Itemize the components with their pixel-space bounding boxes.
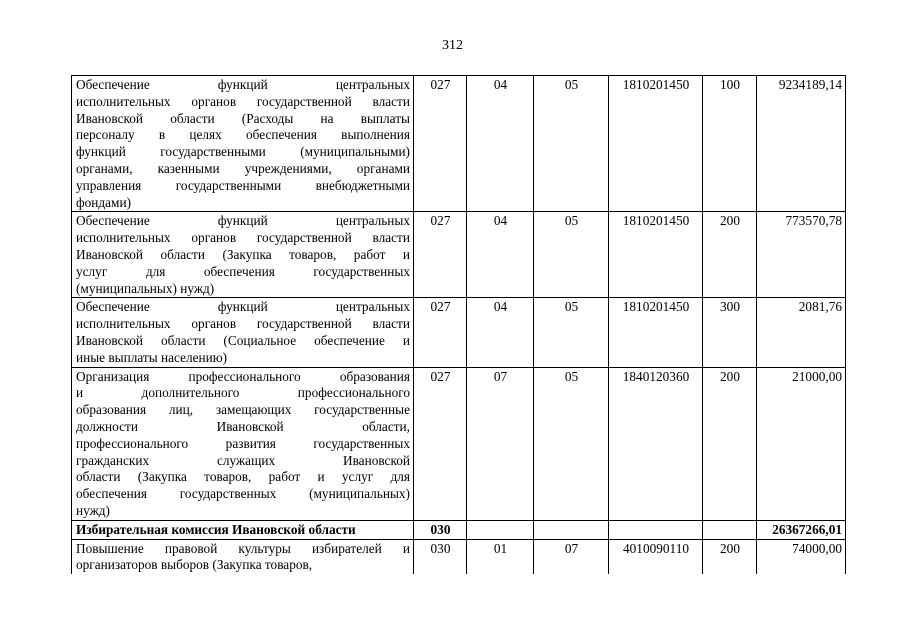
expense-name-line: Повышение правовой культуры избирателей и <box>76 540 410 556</box>
expense-name-line: и дополнительного профессионального <box>76 385 410 401</box>
expense-name-line: обеспечения государственных (муниципальных) <box>76 486 410 502</box>
table-row <box>72 212 846 298</box>
amount-cell: 26367266,01 <box>757 520 846 539</box>
amount-cell: 773570,78 <box>757 212 846 298</box>
subsection-code-cell: 05 <box>534 76 609 212</box>
amount-cell: 74000,00 <box>757 539 846 574</box>
subsection-code-cell: 05 <box>534 367 609 520</box>
expense-name-line: функций государственными (муниципальными) <box>76 144 410 160</box>
amount-cell: 9234189,14 <box>757 76 846 212</box>
expense-name-line: Организация профессионального образования <box>76 368 410 384</box>
expense-name-line: (муниципальных) нужд) <box>76 280 215 296</box>
subsection-code-cell: 07 <box>534 539 609 574</box>
table-row <box>72 76 846 212</box>
expense-name-line: Обеспечение функций центральных <box>76 77 410 92</box>
expense-name-cell <box>72 520 414 539</box>
expense-name-line: Ивановской области (Социальное обеспечение и <box>76 332 410 348</box>
expense-name-line: исполнительных органов государственной власти <box>76 93 410 109</box>
section-code-cell: 04 <box>467 298 534 367</box>
ministry-code-cell: 027 <box>414 298 467 367</box>
expense-name-line: управления государственными внебюджетными <box>76 177 410 193</box>
expense-type-cell: 200 <box>703 367 757 520</box>
expense-type-cell <box>703 520 757 539</box>
expense-name-line: Ивановской области (Расходы на выплаты <box>76 110 410 126</box>
expense-name-cell <box>72 212 414 298</box>
table-row <box>72 539 846 574</box>
expense-name-line: Обеспечение функций центральных <box>76 213 410 229</box>
expense-name-line: организаторов выборов (Закупка товаров, <box>76 557 313 573</box>
expense-type-cell: 200 <box>703 539 757 574</box>
expense-name-cell <box>72 76 414 212</box>
section-code-cell <box>467 520 534 539</box>
table-row <box>72 367 846 520</box>
table-row <box>72 520 846 539</box>
expense-type-cell: 100 <box>703 76 757 212</box>
expense-name-line: персоналу в целях обеспечения выполнения <box>76 127 410 143</box>
target-article-cell: 1810201450 <box>609 212 703 298</box>
section-code-cell: 07 <box>467 367 534 520</box>
expense-name-cell <box>72 367 414 520</box>
amount-cell: 2081,76 <box>757 298 846 367</box>
target-article-cell: 1840120360 <box>609 367 703 520</box>
section-code-cell: 04 <box>467 76 534 212</box>
expense-name-line: фондами) <box>76 194 132 210</box>
expense-name-line: исполнительных органов государственной власти <box>76 230 410 246</box>
target-article-cell: 1810201450 <box>609 298 703 367</box>
expense-name-line: услуг для обеспечения государственных <box>76 263 410 279</box>
section-code-cell: 04 <box>467 212 534 298</box>
expense-name-line: области (Закупка товаров, работ и услуг для <box>76 469 410 485</box>
expense-name-line: должности Ивановской области, <box>76 418 410 434</box>
expense-type-cell: 300 <box>703 298 757 367</box>
expense-name-cell <box>72 298 414 367</box>
expense-name-line: образования лиц, замещающих государственные <box>76 402 410 418</box>
ministry-code-cell: 027 <box>414 76 467 212</box>
expense-name-line: Ивановской области (Закупка товаров, работ и <box>76 246 410 262</box>
subsection-code-cell: 05 <box>534 298 609 367</box>
subsection-code-cell: 05 <box>534 212 609 298</box>
expense-name-cell <box>72 539 414 574</box>
ministry-code-cell: 030 <box>414 520 467 539</box>
target-article-cell: 4010090110 <box>609 539 703 574</box>
table-row <box>72 298 846 367</box>
ministry-code-cell: 027 <box>414 212 467 298</box>
expense-name-line: профессионального развития государственных <box>76 435 410 451</box>
page-number: 312 <box>442 38 463 53</box>
expense-name-line: гражданских служащих Ивановской <box>76 452 410 468</box>
ministry-code-cell: 027 <box>414 367 467 520</box>
expense-name-line: органами, казенными учреждениями, органами <box>76 160 410 176</box>
budget-table <box>71 75 846 574</box>
ministry-code-cell: 030 <box>414 539 467 574</box>
subsection-code-cell <box>534 520 609 539</box>
expense-name-line: исполнительных органов государственной власти <box>76 316 410 332</box>
expense-name-line: Обеспечение функций центральных <box>76 299 410 315</box>
target-article-cell <box>609 520 703 539</box>
expense-type-cell: 200 <box>703 212 757 298</box>
target-article-cell: 1810201450 <box>609 76 703 212</box>
section-code-cell: 01 <box>467 539 534 574</box>
expense-name-line: иные выплаты населению) <box>76 349 228 365</box>
expense-name-line: Избирательная комиссия Ивановской области <box>76 521 356 537</box>
amount-cell: 21000,00 <box>757 367 846 520</box>
expense-name-line: нужд) <box>76 502 110 518</box>
